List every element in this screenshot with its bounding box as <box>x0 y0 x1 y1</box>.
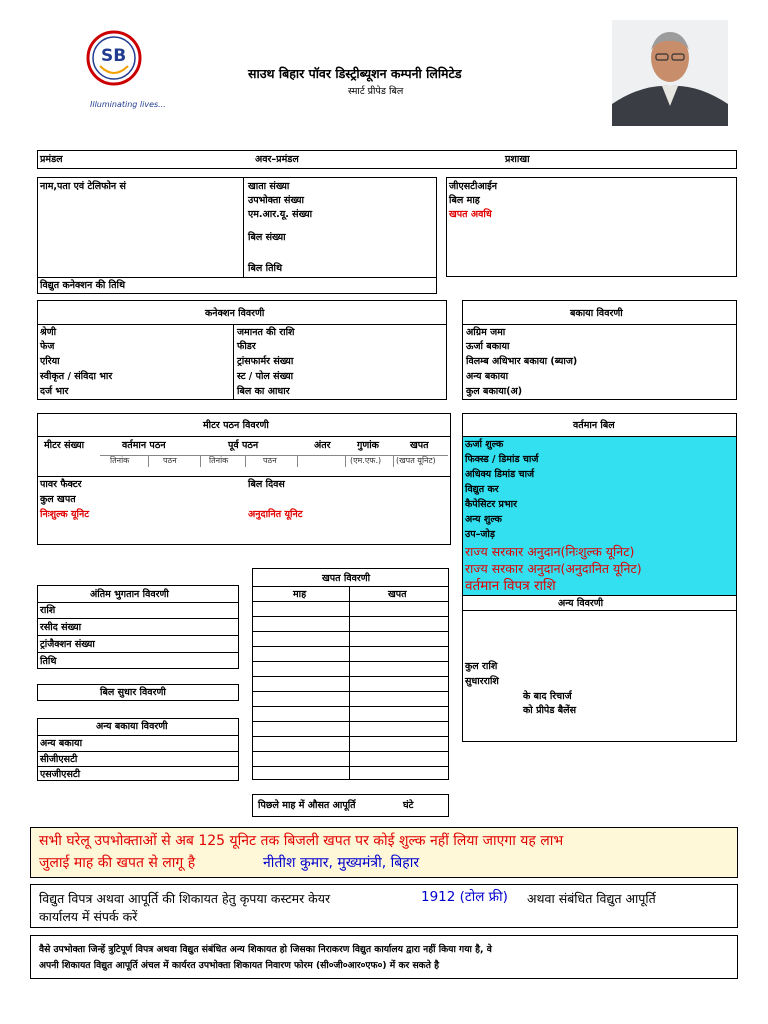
last-payment-item-2: ट्रांजैक्शन संख्या <box>40 639 95 650</box>
power-factor-label: पावर फैक्टर <box>40 479 82 490</box>
connection-date-label: विद्युत कनेक्शन की तिथि <box>40 280 126 291</box>
logo-tagline: Illuminating lives... <box>90 100 166 109</box>
last-payment-item-0: राशि <box>40 605 56 616</box>
other-details-title: अन्य विवरणी <box>558 598 604 609</box>
connection-right-1: फीडर <box>237 341 256 352</box>
bill-no-label: बिल संख्या <box>248 232 286 243</box>
connection-left-4: दर्ज भार <box>40 386 69 397</box>
last-payment-item-1: रसीद संख्या <box>40 622 82 633</box>
meter-sub-0: तिनांक <box>110 456 130 465</box>
division-row <box>37 150 737 169</box>
division-label: प्रमंडल <box>40 154 63 165</box>
bill-item-5: अन्य शुल्क <box>465 514 502 525</box>
forum-notice <box>30 935 738 979</box>
consumption-period-label: खपत अवधि <box>449 209 492 220</box>
company-name: साउथ बिहार पॉवर डिस्ट्रीब्यूशन कम्पनी लिमिटेड <box>248 66 462 81</box>
correction-amount-label: सुधारराशि <box>465 676 499 687</box>
bill-type: स्मार्ट प्रीपेड बिल <box>348 86 404 97</box>
connection-left-0: श्रेणी <box>40 327 57 338</box>
name-address-label: नाम,पता एवं टेलिफोन सं <box>40 181 126 192</box>
current-amount-label: वर्तमान विपत्र राशि <box>465 578 556 594</box>
last-payment-title: अंतिम भुगतान विवरणी <box>90 589 169 600</box>
bill-days-label: बिल दिवस <box>248 479 285 490</box>
consumption-col-month: माह <box>293 589 307 600</box>
arrears-item-2: विलम्ब अधिभार बकाया (ब्याज) <box>466 356 578 367</box>
total-consumption-label: कुल खपत <box>40 494 76 505</box>
meter-header-0: मीटर संख्या <box>44 440 85 451</box>
complaint-notice <box>30 884 738 928</box>
free-units-notice <box>30 827 738 878</box>
chief-minister-signature: नीतीश कुमार, मुख्यमंत्री, बिहार <box>263 855 420 871</box>
meter-sub-1: पठन <box>163 456 177 465</box>
complaint-notice-part3: कार्यालय में संपर्क करें <box>39 909 138 924</box>
bill-correction-title: बिल सुधार विवरणी <box>100 687 166 698</box>
meter-sub-2: तिनांक <box>209 456 229 465</box>
bill-item-6: उप–जोड़ <box>465 529 495 540</box>
bill-item-2: अधिक्य डिमांड चार्ज <box>465 469 535 480</box>
other-arrears-item-2: एसजीएसटी <box>40 769 81 780</box>
connection-right-2: ट्रांसफार्मर संख्या <box>237 356 294 367</box>
other-arrears-item-1: सीजीएसटी <box>40 754 78 765</box>
account-no-label: खाता संख्या <box>248 181 290 192</box>
connection-right-3: स्ट / पोल संख्या <box>237 371 294 382</box>
meter-header-2: पूर्व पठन <box>228 440 259 451</box>
customer-care-number: 1912 (टोल फ्री) <box>421 889 508 905</box>
consumption-col-value: खपत <box>388 589 407 600</box>
logo-text: SB <box>101 46 127 66</box>
connection-details-title: कनेक्शन विवरणी <box>205 308 265 319</box>
meter-reading-title: मीटर पठन विवरणी <box>203 420 269 431</box>
bill-item-3: विद्युत कर <box>465 484 499 495</box>
after-recharge-label: के बाद रिचार्ज <box>523 691 572 702</box>
other-arrears-item-0: अन्य बकाया <box>40 738 83 749</box>
meter-header-4: गुणांक <box>357 440 379 451</box>
gstin-label: जीएसटीआईन <box>449 181 498 192</box>
connection-left-3: स्वीकृत / संविदा भार <box>40 371 113 382</box>
meter-sub-4: (एम.एफ.) <box>350 456 382 465</box>
arrears-item-1: ऊर्जा बकाया <box>466 341 510 352</box>
prepaid-balance-label: को प्रीपेड बैलेंस <box>523 705 577 716</box>
subsidy-subsidized-label: राज्य सरकार अनुदान(अनुदानित यूनिट) <box>465 561 642 576</box>
arrears-item-3: अन्य बकाया <box>466 371 509 382</box>
chief-minister-photo <box>612 20 728 126</box>
complaint-notice-part1: विद्युत विपत्र अथवा आपूर्ति की शिकायत हेतु कृपया कस्टमर केयर <box>39 891 331 906</box>
consumption-history-table <box>252 568 449 780</box>
consumer-no-label: उपभोक्ता संख्या <box>248 195 304 206</box>
meter-sub-3: पठन <box>263 456 277 465</box>
arrears-item-4: कुल बकाया(अ) <box>466 386 523 397</box>
forum-notice-line1: वैसे उपभोक्ता जिन्हें त्रुटिपूर्ण विपत्र अथवा विद्युत संबंधित अन्य शिकायत हो जिसका निराकरण विद्युत कार्यालय द्वारा नहीं किया गया है, वे <box>39 944 492 955</box>
meter-reading-box <box>37 413 451 545</box>
connection-right-0: जमानत की राशि <box>237 327 295 338</box>
connection-left-1: फेज <box>40 341 55 352</box>
meter-header-1: वर्तमान पठन <box>122 440 166 451</box>
free-units-notice-line1: सभी घरेलू उपभोक्ताओं से अब 125 यूनिट तक बिजली खपत पर कोई शुल्क नहीं लिया जाएगा यह लाभ <box>39 833 564 849</box>
arrears-title: बकाया विवरणी <box>570 308 623 319</box>
sub-division-label: अवर–प्रमंडल <box>255 154 299 165</box>
bill-month-label: बिल माह <box>449 195 480 206</box>
free-units-label: निःशुल्क यूनिट <box>40 509 90 520</box>
free-units-notice-line2: जुलाई माह की खपत से लागू है <box>39 855 196 871</box>
avg-supply-unit: घंटे <box>403 800 414 811</box>
subsidy-free-label: राज्य सरकार अनुदान(निःशुल्क यूनिट) <box>465 544 635 559</box>
current-bill-title: वर्तमान बिल <box>573 420 615 431</box>
meter-sub-5: (खपत यूनिट) <box>396 456 436 465</box>
avg-supply-label: पिछले माह में औसत आपूर्ति <box>258 800 356 811</box>
last-payment-item-3: तिथि <box>40 656 57 667</box>
connection-left-2: एरिया <box>40 356 60 367</box>
arrears-item-0: अग्रिम जमा <box>466 327 506 338</box>
bill-item-0: ऊर्जा शुल्क <box>465 439 504 450</box>
consumption-history-title: खपत विवरणी <box>322 573 371 584</box>
bill-item-1: फिक्स्ड / डिमांड चार्ज <box>465 454 539 465</box>
bill-date-label: बिल तिथि <box>248 263 283 274</box>
other-arrears-title: अन्य बकाया विवरणी <box>96 721 168 732</box>
complaint-notice-part2: अथवा संबंधित विद्युत आपूर्ति <box>527 891 656 906</box>
bill-item-4: कैपेसिटर प्रभार <box>465 499 517 510</box>
meter-header-3: अंतर <box>314 440 331 451</box>
branch-label: प्रशाखा <box>505 154 530 165</box>
total-amount-label: कुल राशि <box>465 661 498 672</box>
meter-header-5: खपत <box>410 440 429 451</box>
mru-no-label: एम.आर.यू. संख्या <box>248 209 313 220</box>
connection-right-4: बिल का आधार <box>237 386 290 397</box>
subsidized-units-label: अनुदानित यूनिट <box>248 509 303 520</box>
forum-notice-line2: अपनी शिकायत विद्युत आपूर्ति अंचल में कार्यरत उपभोक्ता शिकायत निवारण फोरम (सी०जी०आर०एफ०) में कर सकते है <box>39 960 440 971</box>
